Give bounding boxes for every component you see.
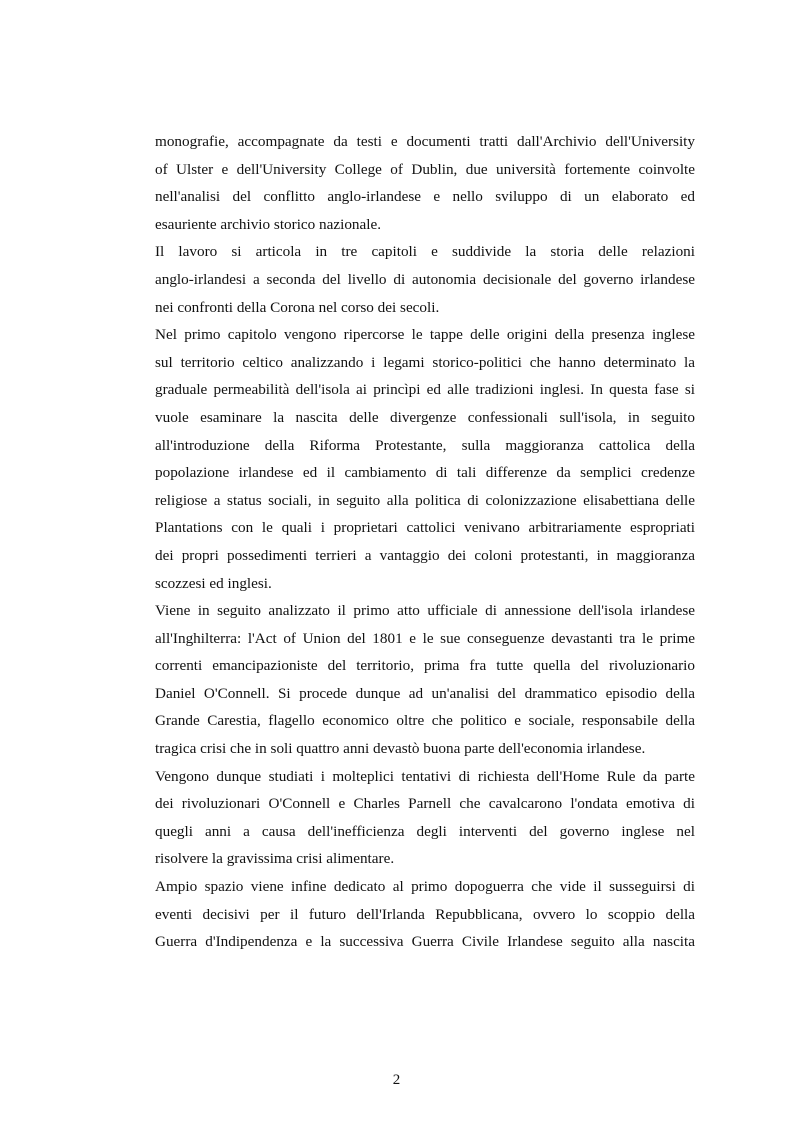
text-line: nell'analisi del conflitto anglo-irlandese e nello sviluppo di un elaborato ed	[155, 188, 695, 206]
paragraph	[155, 873, 695, 956]
text-line: vuole esaminare la nascita delle divergenze confessionali sull'isola, in seguito	[155, 408, 695, 426]
body-text	[155, 128, 695, 956]
text-line: Vengono dunque studiati i molteplici tentativi di richiesta dell'Home Rule da parte	[155, 767, 695, 785]
text-line: tragica crisi che in soli quattro anni devastò buona parte dell'economia irlandese.	[155, 740, 646, 758]
text-line: risolvere la gravissima crisi alimentare.	[155, 850, 395, 868]
text-line: Grande Carestia, flagello economico oltre che politico e sociale, responsabile della	[155, 712, 695, 730]
page-number: 2	[392, 1072, 401, 1088]
text-line: all'Inghilterra: l'Act of Union del 1801 e le sue conseguenze devastanti tra le prime	[155, 629, 695, 647]
paragraph	[155, 128, 695, 238]
paragraph	[155, 763, 695, 873]
text-line: scozzesi ed inglesi.	[155, 574, 272, 592]
text-line: Guerra d'Indipendenza e la successiva Guerra Civile Irlandese seguito alla nascita	[155, 933, 695, 951]
text-line: eventi decisivi per il futuro dell'Irlanda Repubblicana, ovvero lo scoppio della	[155, 905, 695, 923]
text-line: nei confronti della Corona nel corso dei secoli.	[155, 298, 440, 316]
text-line: Il lavoro si articola in tre capitoli e suddivide la storia delle relazioni	[155, 243, 695, 261]
text-line: monografie, accompagnate da testi e documenti tratti dall'Archivio dell'University	[155, 133, 695, 150]
text-line: Nel primo capitolo vengono ripercorse le tappe delle origini della presenza inglese	[155, 326, 695, 344]
text-line: Viene in seguito analizzato il primo atto ufficiale di annessione dell'isola irlandese	[155, 602, 695, 620]
paragraph	[155, 597, 695, 763]
text-line: graduale permeabilità dell'isola ai princìpi ed alle tradizioni inglesi. In questa fase si	[155, 381, 695, 399]
paragraph	[155, 321, 695, 597]
text-line: correnti emancipazioniste del territorio, prima fra tutte quella del rivoluzionario	[155, 657, 695, 675]
text-line: Plantations con le quali i proprietari cattolici venivano arbitrariamente espropriati	[155, 519, 695, 537]
paragraph	[155, 238, 695, 321]
text-line: Daniel O'Connell. Si procede dunque ad un'analisi del drammatico episodio della	[155, 684, 695, 702]
text-line: Ampio spazio viene infine dedicato al primo dopoguerra che vide il susseguirsi di	[155, 878, 695, 896]
text-line: popolazione irlandese ed il cambiamento di tali differenze da semplici credenze	[155, 464, 695, 482]
text-line: of Ulster e dell'University College of Dublin, due università fortemente coinvolte	[155, 160, 695, 178]
text-line: quegli anni a causa dell'inefficienza degli interventi del governo inglese nel	[155, 822, 695, 840]
text-line: dei rivoluzionari O'Connell e Charles Parnell che cavalcarono l'ondata emotiva di	[155, 795, 695, 813]
text-line: all'introduzione della Riforma Protestante, sulla maggioranza cattolica della	[155, 436, 695, 454]
text-line: esauriente archivio storico nazionale.	[155, 215, 382, 233]
text-line: dei propri possedimenti terrieri a vantaggio dei coloni protestanti, in maggioranza	[155, 546, 695, 564]
text-line: sul territorio celtico analizzando i legami storico-politici che hanno determinato la	[155, 353, 695, 371]
text-line: anglo-irlandesi a seconda del livello di autonomia decisionale del governo irlandese	[155, 270, 695, 288]
text-line: religiose a status sociali, in seguito alla politica di colonizzazione elisabettiana delle	[155, 491, 695, 509]
